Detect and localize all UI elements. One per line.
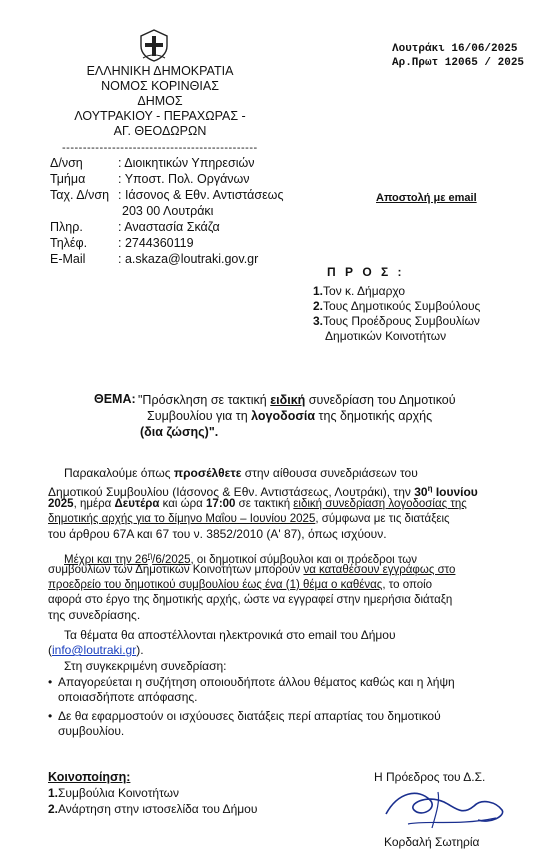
contact-value-email: : a.skaza@loutraki.gov.gr [118, 252, 259, 266]
authority-line-1: ΕΛΛΗΝΙΚΗ ΔΗΜΟΚΡΑΤΙΑ [86, 64, 234, 78]
body-text: , οι δημοτικοί σύμβουλοι και οι πρόεδροι των [190, 553, 417, 566]
protocol-line: Αρ.Πρωτ 12065 / 2025 [392, 57, 525, 69]
body-text: ( [48, 643, 52, 657]
body-emphasis: Ιουνίου [432, 485, 478, 499]
contact-label-phone: Τηλέφ. [50, 236, 88, 250]
body-line: της συνεδρίασης. [48, 608, 141, 622]
body-text: , το οποίο [382, 579, 433, 591]
body-emphasis: 2025 [48, 498, 74, 510]
recipient-text: Τον κ. Δήμαρχο [323, 284, 406, 298]
body-text: , σύμφωνα με τις διατάξεις [315, 513, 450, 525]
body-text: συμβουλίων των Δημοτικών Κοινοτήτων μπορούν [48, 564, 304, 576]
send-method: Αποστολή με email [376, 192, 477, 204]
subject-line-2 [147, 408, 497, 424]
contact-value-person: : Αναστασία Σκάζα [118, 220, 220, 234]
body-line [48, 512, 501, 527]
recipient-item [313, 314, 480, 328]
body-line: του άρθρου 67Α και 67 του ν. 3852/2010 (Α' 87), όπως ισχύουν. [48, 527, 387, 541]
contact-label-department: Τμήμα [50, 172, 86, 186]
greek-emblem-icon [137, 28, 171, 62]
contact-label-email: E-Mail [50, 252, 86, 266]
bullet-icon: • [48, 709, 53, 723]
authority-line-4: ΛΟΥΤΡΑΚΙΟΥ - ΠΕΡΑΧΩΡΑΣ - [74, 109, 246, 123]
contact-value-phone: : 2744360119 [118, 236, 194, 250]
body-emphasis: Δευτέρα [114, 498, 160, 510]
handwritten-signature [378, 780, 518, 836]
body-underlined: προεδρείο του δημοτικού συμβουλίου έως ένα (1) θέμα ο καθένας [48, 579, 383, 591]
signatory-title: Η Πρόεδρος του Δ.Σ. [374, 770, 486, 784]
subject-text: Συμβουλίου για τη [147, 409, 252, 423]
contact-value-department: : Υποστ. Πολ. Οργάνων [118, 172, 250, 186]
recipient-text: Τους Προέδρους Συμβουλίων [323, 314, 480, 328]
subject-emphasis: ειδική [270, 393, 306, 407]
date-protocol-block [392, 42, 524, 70]
subject-emphasis: λογοδοσία [251, 409, 316, 423]
notification-number: 1. [48, 786, 59, 800]
contact-value-address: : Ιάσονος & Εθν. Αντιστάσεως [118, 188, 284, 202]
bullet-text: συμβουλίου. [58, 724, 125, 738]
notification-text: Ανάρτηση στην ιστοσελίδα του Δήμου [58, 802, 258, 816]
recipient-item [313, 299, 480, 313]
body-text: Παρακαλούμε όπως [64, 466, 174, 480]
contact-label-person: Πληρ. [50, 220, 83, 234]
body-line: Στη συγκεκριμένη συνεδρίαση: [64, 659, 227, 673]
subject-text: "Πρόσκληση σε τακτική [138, 393, 271, 407]
body-underlined: ειδική συνεδρίαση λογοδοσίας της [293, 498, 467, 510]
subject-text: της δημοτικής αρχής [315, 409, 433, 423]
body-line [48, 563, 501, 578]
authority-line-2: ΝΟΜΟΣ ΚΟΡΙΝΘΙΑΣ [101, 79, 219, 93]
notification-item [48, 786, 179, 800]
body-line: Τα θέματα θα αποστέλλονται ηλεκτρονικά στο email του Δήμου [64, 628, 396, 642]
body-emphasis: 17:00 [206, 498, 236, 510]
bullet-item [48, 675, 502, 690]
superscript: η [147, 551, 153, 560]
bullet-item [48, 709, 502, 724]
body-line [48, 497, 501, 512]
subject-label: ΘΕΜΑ: [94, 392, 136, 406]
contact-label-address: Ταχ. Δ/νση [50, 188, 110, 202]
header-separator: ----------------------------------------------- [62, 142, 258, 154]
date-line: Λουτράκι 16/06/2025 [392, 43, 518, 55]
bullet-text: Δε θα εφαρμοστούν οι ισχύουσες διατάξεις περί απαρτίας του δημοτικού [58, 709, 441, 723]
recipient-text: Δημοτικών Κοινοτήτων [325, 329, 447, 343]
body-underlined: να καταθέσουν εγγράφως στο [303, 564, 456, 576]
body-line [64, 466, 501, 481]
body-line: αφορά στο έργο της δημοτικής αρχής, ώστε να εγγραφεί στην ημερήσια διάταξη [48, 594, 453, 606]
authority-line-5: ΑΓ. ΘΕΟΔΩΡΩΝ [113, 124, 207, 138]
superscript: η [427, 484, 433, 493]
body-text: στην αίθουσα συνεδριάσεων του [241, 466, 418, 480]
body-emphasis: 30 [414, 485, 428, 499]
recipients-title: Π Ρ Ο Σ : [327, 265, 405, 279]
body-text: σε τακτική [235, 498, 294, 510]
contact-value-directorate: : Διοικητικών Υπηρεσιών [118, 156, 255, 170]
notification-title: Κοινοποίηση: [48, 770, 131, 784]
email-link[interactable]: info@loutraki.gr [52, 643, 137, 657]
bullet-text: Απαγορεύεται η συζήτηση οποιουδήποτε άλλου θέματος καθώς και η λήψη [58, 675, 455, 689]
authority-line-3: ΔΗΜΟΣ [137, 94, 183, 108]
bullet-text: οποιασδήποτε απόφασης. [58, 690, 198, 704]
recipient-item [313, 284, 405, 298]
body-text: ). [136, 643, 144, 657]
contact-value-postcode: 203 00 Λουτράκι [122, 204, 214, 218]
subject-line-3: (δια ζώσης)". [140, 425, 219, 439]
contact-label-directorate: Δ/νση [50, 156, 83, 170]
notification-number: 2. [48, 802, 59, 816]
body-underlined: δημοτικής αρχής για το δίμηνο Μαΐου – Ιουνίου 2025 [48, 513, 316, 525]
recipient-number: 3. [313, 314, 324, 328]
body-text: και ώρα [159, 498, 207, 510]
body-text: Δημοτικού Συμβουλίου (Ιάσονος & Εθν. Αντιστάσεως, Λουτράκι), την [48, 485, 415, 499]
body-line [48, 643, 501, 658]
body-underlined: /6/2025 [152, 553, 191, 566]
subject-text: συνεδρίαση του Δημοτικού [305, 393, 456, 407]
subject-line-1 [138, 392, 488, 408]
recipient-text: Τους Δημοτικούς Συμβούλους [323, 299, 481, 313]
body-line [48, 578, 501, 593]
signatory-name: Κορδαλή Σωτηρία [384, 835, 480, 849]
notification-text: Συμβούλια Κοινοτήτων [58, 786, 180, 800]
body-underlined: Μέχρι και την 26 [64, 553, 148, 566]
recipient-number: 1. [313, 284, 324, 298]
recipient-item [325, 329, 446, 343]
body-text: , ημέρα [73, 498, 115, 510]
notification-item [48, 802, 257, 816]
bullet-icon: • [48, 675, 53, 689]
recipient-number: 2. [313, 299, 324, 313]
body-emphasis: προσέλθετε [173, 466, 242, 480]
